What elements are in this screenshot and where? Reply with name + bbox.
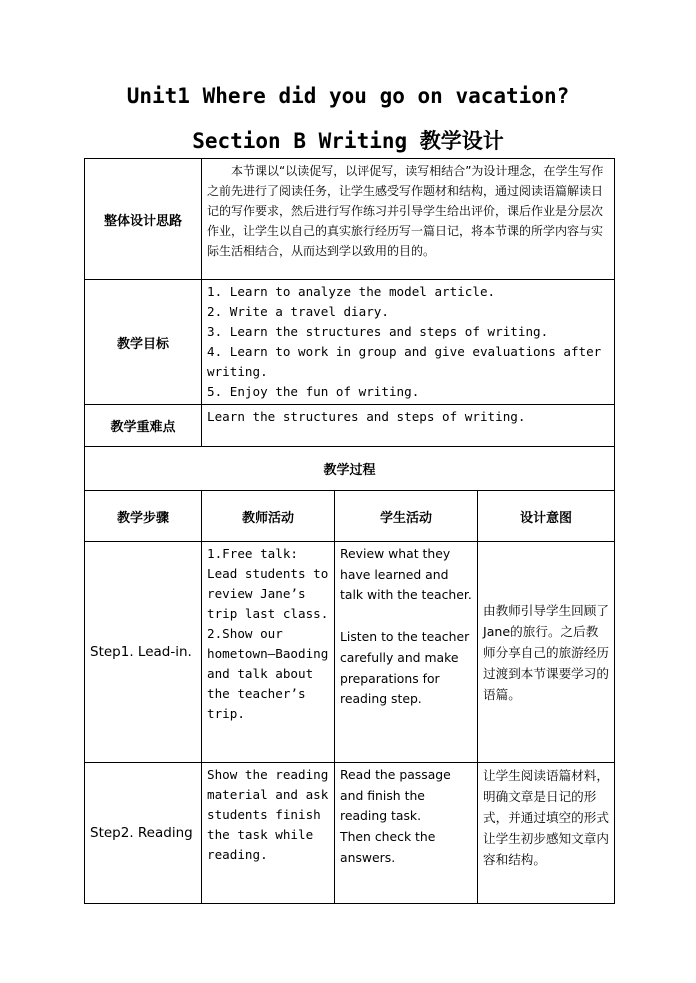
design-row: [85, 159, 615, 280]
student-activity-line: Listen to the teacher carefully and make preparations for reading step.: [340, 629, 470, 707]
lesson-plan-table: [84, 158, 615, 904]
objectives-row: [85, 280, 615, 405]
process-heading: 教学过程: [85, 447, 615, 491]
design-label: 整体设计思路: [85, 159, 202, 280]
objective-item: 3. Learn the structures and steps of writing.: [207, 324, 549, 339]
objectives-label: 教学目标: [85, 280, 202, 405]
step-cell: Step2. Reading: [85, 763, 202, 904]
table-row: [85, 542, 615, 763]
student-activity-line: Review what they have learned and talk with the teacher.: [340, 546, 472, 603]
objective-item: 1. Learn to analyze the model article.: [207, 284, 496, 299]
key-points-label: 教学重难点: [85, 405, 202, 447]
teacher-activity-line: Lead students to review Jane’s trip last class.: [207, 566, 329, 621]
header-student: 学生活动: [335, 491, 478, 542]
document-title: Unit1 Where did you go on vacation?: [126, 84, 570, 108]
student-activity-line: Then check the answers.: [340, 829, 436, 865]
objective-item: 5. Enjoy the fun of writing.: [207, 384, 420, 399]
design-text: 本节课以“以读促写，以评促写，读写相结合”为设计理念，在学生写作之前先进行了阅读任务，让学生感受写作题材和结构，通过阅读语篇解读日记的写作要求，然后进行写作练习并引导学生给出评价，课后作业是分层次作业，让学生以自己的真实旅行经历写一篇日记，将本节课的所学内容与实际生活相结合，从而达到学以致用的目的。: [202, 159, 615, 280]
table-row: [85, 763, 615, 904]
objectives-list: [202, 280, 615, 405]
header-step: 教学步骤: [85, 491, 202, 542]
teacher-activity-line: 2.Show our hometown—Baoding and talk about the teacher’s trip.: [207, 626, 329, 721]
step-cell: Step1. Lead-in.: [85, 542, 202, 763]
objective-item: 4. Learn to work in group and give evaluations after writing.: [207, 344, 602, 379]
student-activity-cell: [335, 763, 478, 904]
design-intent-cell: 让学生阅读语篇材料，明确文章是日记的形式，并通过填空的形式让学生初步感知文章内容和结构。: [478, 763, 615, 904]
header-teacher: 教师活动: [202, 491, 335, 542]
header-intent: 设计意图: [478, 491, 615, 542]
student-activity-line: Read the passage and finish the reading task.: [340, 767, 451, 824]
teacher-activity-cell: [202, 763, 335, 904]
key-points-row: [85, 405, 615, 447]
teacher-activity-line: Show the reading material and ask students finish the task while reading.: [207, 767, 329, 862]
process-header-row: [85, 491, 615, 542]
process-heading-row: [85, 447, 615, 491]
teacher-activity-line: 1.Free talk:: [207, 546, 298, 561]
design-intent-cell: 由教师引导学生回顾了Jane的旅行。之后教师分享自己的旅游经历过渡到本节课要学习的语篇。: [478, 542, 615, 763]
key-points-text: Learn the structures and steps of writing.: [202, 405, 615, 447]
objective-item: 2. Write a travel diary.: [207, 304, 389, 319]
document-subtitle: Section B Writing 教学设计: [192, 129, 504, 153]
student-activity-cell: [335, 542, 478, 763]
teacher-activity-cell: [202, 542, 335, 763]
